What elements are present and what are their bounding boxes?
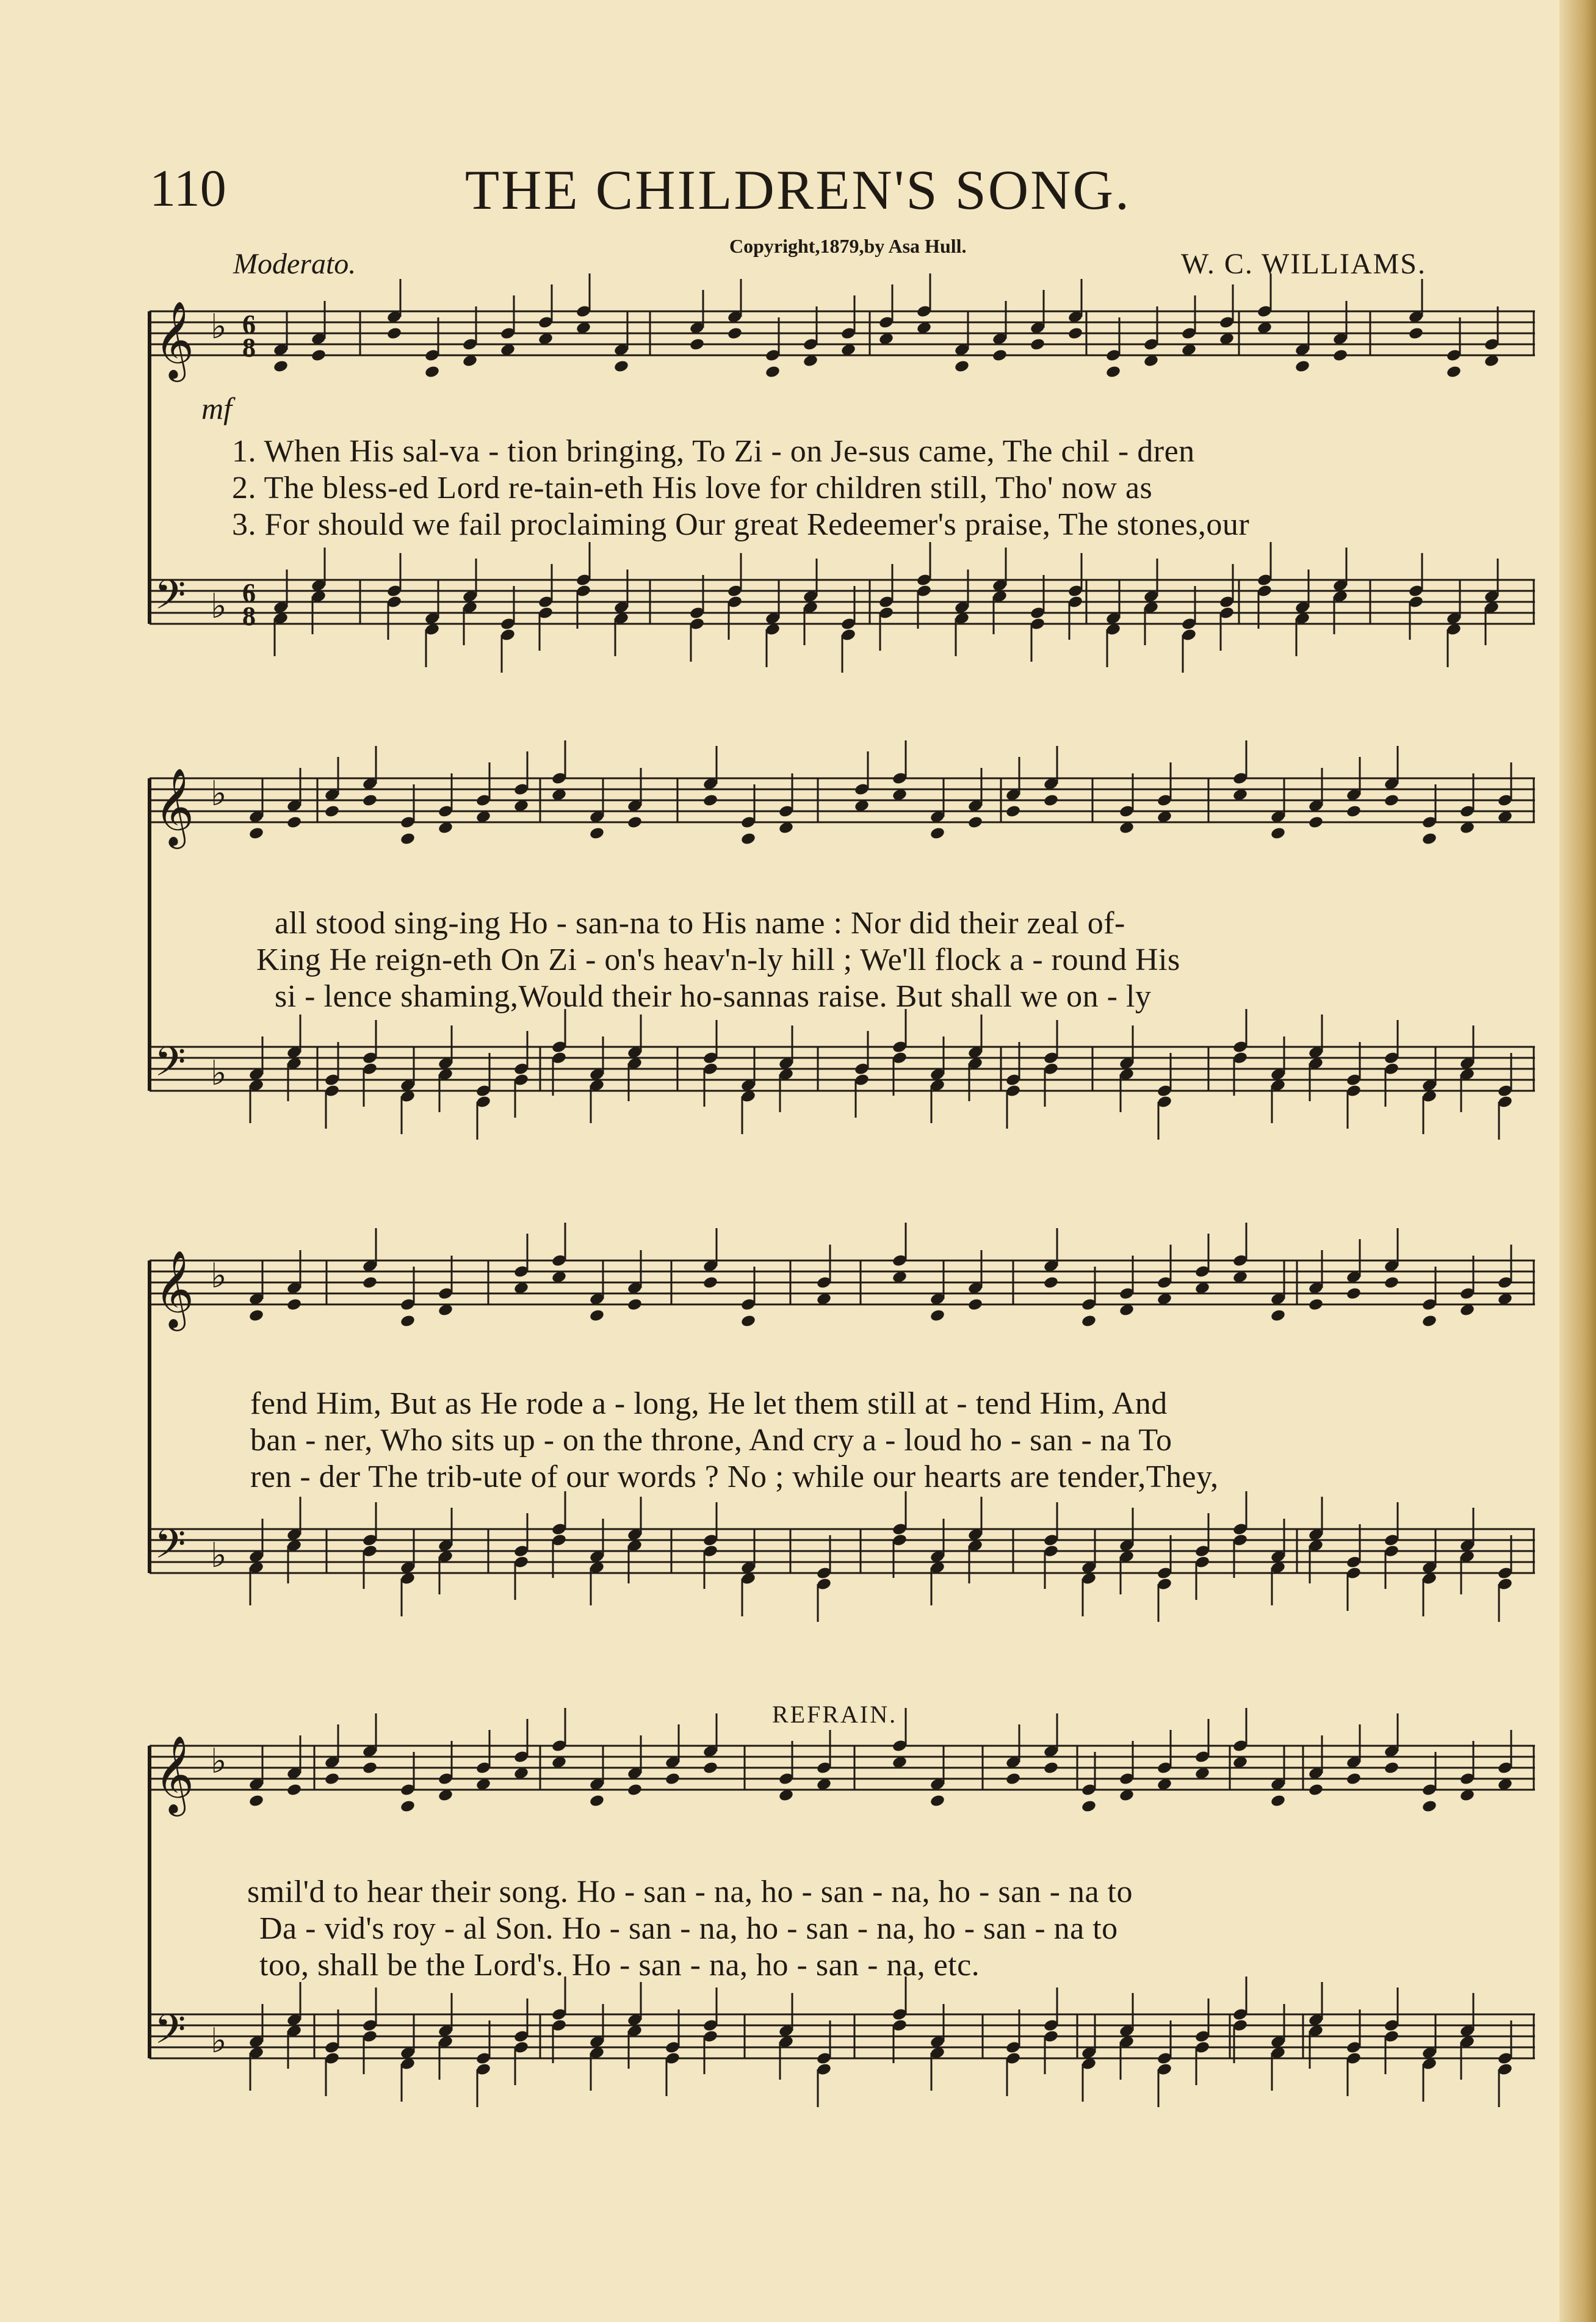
treble-time-sig-bottom: 8 — [242, 333, 256, 363]
composer-name: W. C. WILLIAMS. — [1181, 248, 1426, 280]
note-head — [1081, 1314, 1097, 1328]
note-head — [589, 1794, 605, 1808]
lyric-verse-3: si - lence shaming,Would their ho-sannas raise. But shall we on - ly — [275, 979, 1152, 1014]
note-head — [400, 1799, 416, 1814]
note-head — [286, 1298, 302, 1312]
note-head — [273, 360, 289, 374]
note-head — [362, 1276, 378, 1290]
note-head — [967, 1298, 983, 1312]
flat-icon: ♭ — [211, 307, 227, 347]
note-head — [1384, 794, 1399, 808]
lyric-verse-3: too, shall be the Lord's. Ho - san - na, ho - san - na, etc. — [259, 1948, 980, 1983]
note-head — [1030, 338, 1045, 352]
note-head — [589, 826, 605, 841]
note-head — [689, 338, 705, 352]
music-system-2 — [150, 766, 1535, 1157]
note-head — [248, 1309, 264, 1323]
refrain-label: REFRAIN. — [772, 1701, 898, 1728]
page-number: 110 — [150, 159, 226, 217]
bass-clef-icon: 𝄢 — [154, 2006, 186, 2063]
note-head — [248, 1794, 264, 1808]
note-head — [665, 1772, 681, 1786]
note-head — [967, 816, 983, 830]
note-head — [1332, 349, 1348, 363]
note-head — [1308, 1783, 1324, 1797]
note-head — [702, 1276, 718, 1290]
lyric-verse-1: smil'd to hear their song. Ho - san - na, ho - san - na, ho - san - na to — [247, 1875, 1133, 1909]
bass-clef-icon: 𝄢 — [154, 1038, 186, 1095]
copyright-notice: Copyright,1879,by Asa Hull. — [729, 235, 967, 257]
note-head — [930, 826, 945, 841]
note-head — [930, 1309, 945, 1323]
note-head — [627, 816, 643, 830]
treble-clef-icon: 𝄞 — [154, 767, 195, 845]
bass-clef-icon: 𝄢 — [154, 1521, 186, 1577]
note-head — [1005, 805, 1021, 819]
note-head — [1043, 794, 1059, 808]
note-head — [930, 1794, 945, 1808]
note-head — [1446, 365, 1462, 379]
note-head — [1067, 327, 1083, 341]
note-head — [992, 349, 1008, 363]
note-head — [613, 360, 629, 374]
note-head — [627, 1298, 643, 1312]
flat-icon: ♭ — [211, 1742, 227, 1781]
note-head — [1421, 1799, 1437, 1814]
flat-icon: ♭ — [211, 774, 227, 814]
note-head — [1408, 327, 1424, 341]
flat-icon: ♭ — [211, 1054, 227, 1093]
note-head — [362, 1761, 378, 1775]
lyric-verse-3: 3. For should we fail proclaiming Our great Redeemer's praise, The stones,our — [232, 507, 1250, 542]
page-header — [0, 153, 1596, 220]
note-head — [954, 360, 970, 374]
lyric-verse-1: 1. When His sal-va - tion bringing, To Zi - on Je-sus came, The chil - dren — [232, 434, 1195, 469]
note-head — [286, 1783, 302, 1797]
treble-clef-icon: 𝄞 — [154, 1250, 195, 1328]
lyric-verse-1: all stood sing-ing Ho - san-na to His name : Nor did their zeal of- — [275, 906, 1125, 941]
note-head — [765, 365, 781, 379]
note-head — [424, 365, 440, 379]
note-head — [248, 826, 264, 841]
note-head — [1346, 1287, 1362, 1301]
lyric-verse-2: ban - ner, Who sits up - on the throne, And cry a - loud ho - san - na To — [250, 1423, 1172, 1458]
note-head — [1384, 1276, 1399, 1290]
flat-icon: ♭ — [211, 1256, 227, 1296]
note-head — [1384, 1761, 1399, 1775]
note-head — [1043, 1276, 1059, 1290]
song-title: THE CHILDREN'S SONG. — [464, 159, 1132, 221]
note-head — [1270, 826, 1286, 841]
note-head — [386, 327, 402, 341]
page-edge — [1559, 0, 1596, 2322]
note-head — [702, 1761, 718, 1775]
note-head — [627, 1783, 643, 1797]
lyric-verse-2: Da - vid's roy - al Son. Ho - san - na, ho - san - na, ho - san - na to — [259, 1911, 1118, 1946]
note-head — [1270, 1794, 1286, 1808]
dynamic-marking: mf — [201, 391, 232, 425]
note-head — [1270, 1309, 1286, 1323]
note-head — [1105, 365, 1121, 379]
note-head — [362, 794, 378, 808]
note-head — [1081, 1799, 1097, 1814]
flat-icon: ♭ — [211, 2021, 227, 2061]
treble-time-sig-top: 6 — [242, 309, 256, 339]
note-head — [727, 327, 743, 341]
note-head — [1346, 805, 1362, 819]
bass-time-sig-bottom: 8 — [242, 601, 256, 631]
note-head — [702, 794, 718, 808]
note-head — [324, 805, 340, 819]
music-system-4 — [150, 1734, 1535, 2124]
note-head — [1308, 816, 1324, 830]
note-head — [311, 349, 327, 363]
note-head — [589, 1309, 605, 1323]
note-head — [1421, 1314, 1437, 1328]
lyric-verse-2: 2. The bless-ed Lord re-tain-eth His love for children still, Tho' now as — [232, 471, 1153, 505]
lyric-verse-2: King He reign-eth On Zi - on's heav'n-ly hill ; We'll flock a - round His — [256, 942, 1180, 977]
treble-clef-icon: 𝄞 — [154, 300, 195, 378]
flat-icon: ♭ — [211, 587, 227, 626]
note-head — [400, 1314, 416, 1328]
note-head — [400, 832, 416, 846]
lyric-verse-3: ren - der The trib-ute of our words ? No ; while our hearts are tender,They, — [250, 1459, 1219, 1494]
note-head — [1308, 1298, 1324, 1312]
tempo-marking: Moderato. — [233, 248, 356, 280]
music-system-3 — [150, 1248, 1535, 1639]
lyric-verse-1: fend Him, But as He rode a - long, He let them still at - tend Him, And — [250, 1386, 1168, 1421]
note-head — [1421, 832, 1437, 846]
music-system-1 — [150, 299, 1535, 690]
bass-time-sig-top: 6 — [242, 578, 256, 608]
note-head — [740, 1314, 756, 1328]
treble-clef-icon: 𝄞 — [154, 1735, 195, 1813]
note-head — [286, 816, 302, 830]
note-head — [324, 1772, 340, 1786]
note-head — [1346, 1772, 1362, 1786]
note-head — [740, 832, 756, 846]
bass-clef-icon: 𝄢 — [154, 571, 186, 628]
note-head — [1043, 1761, 1059, 1775]
note-head — [1005, 1772, 1021, 1786]
note-head — [1294, 360, 1310, 374]
flat-icon: ♭ — [211, 1536, 227, 1575]
